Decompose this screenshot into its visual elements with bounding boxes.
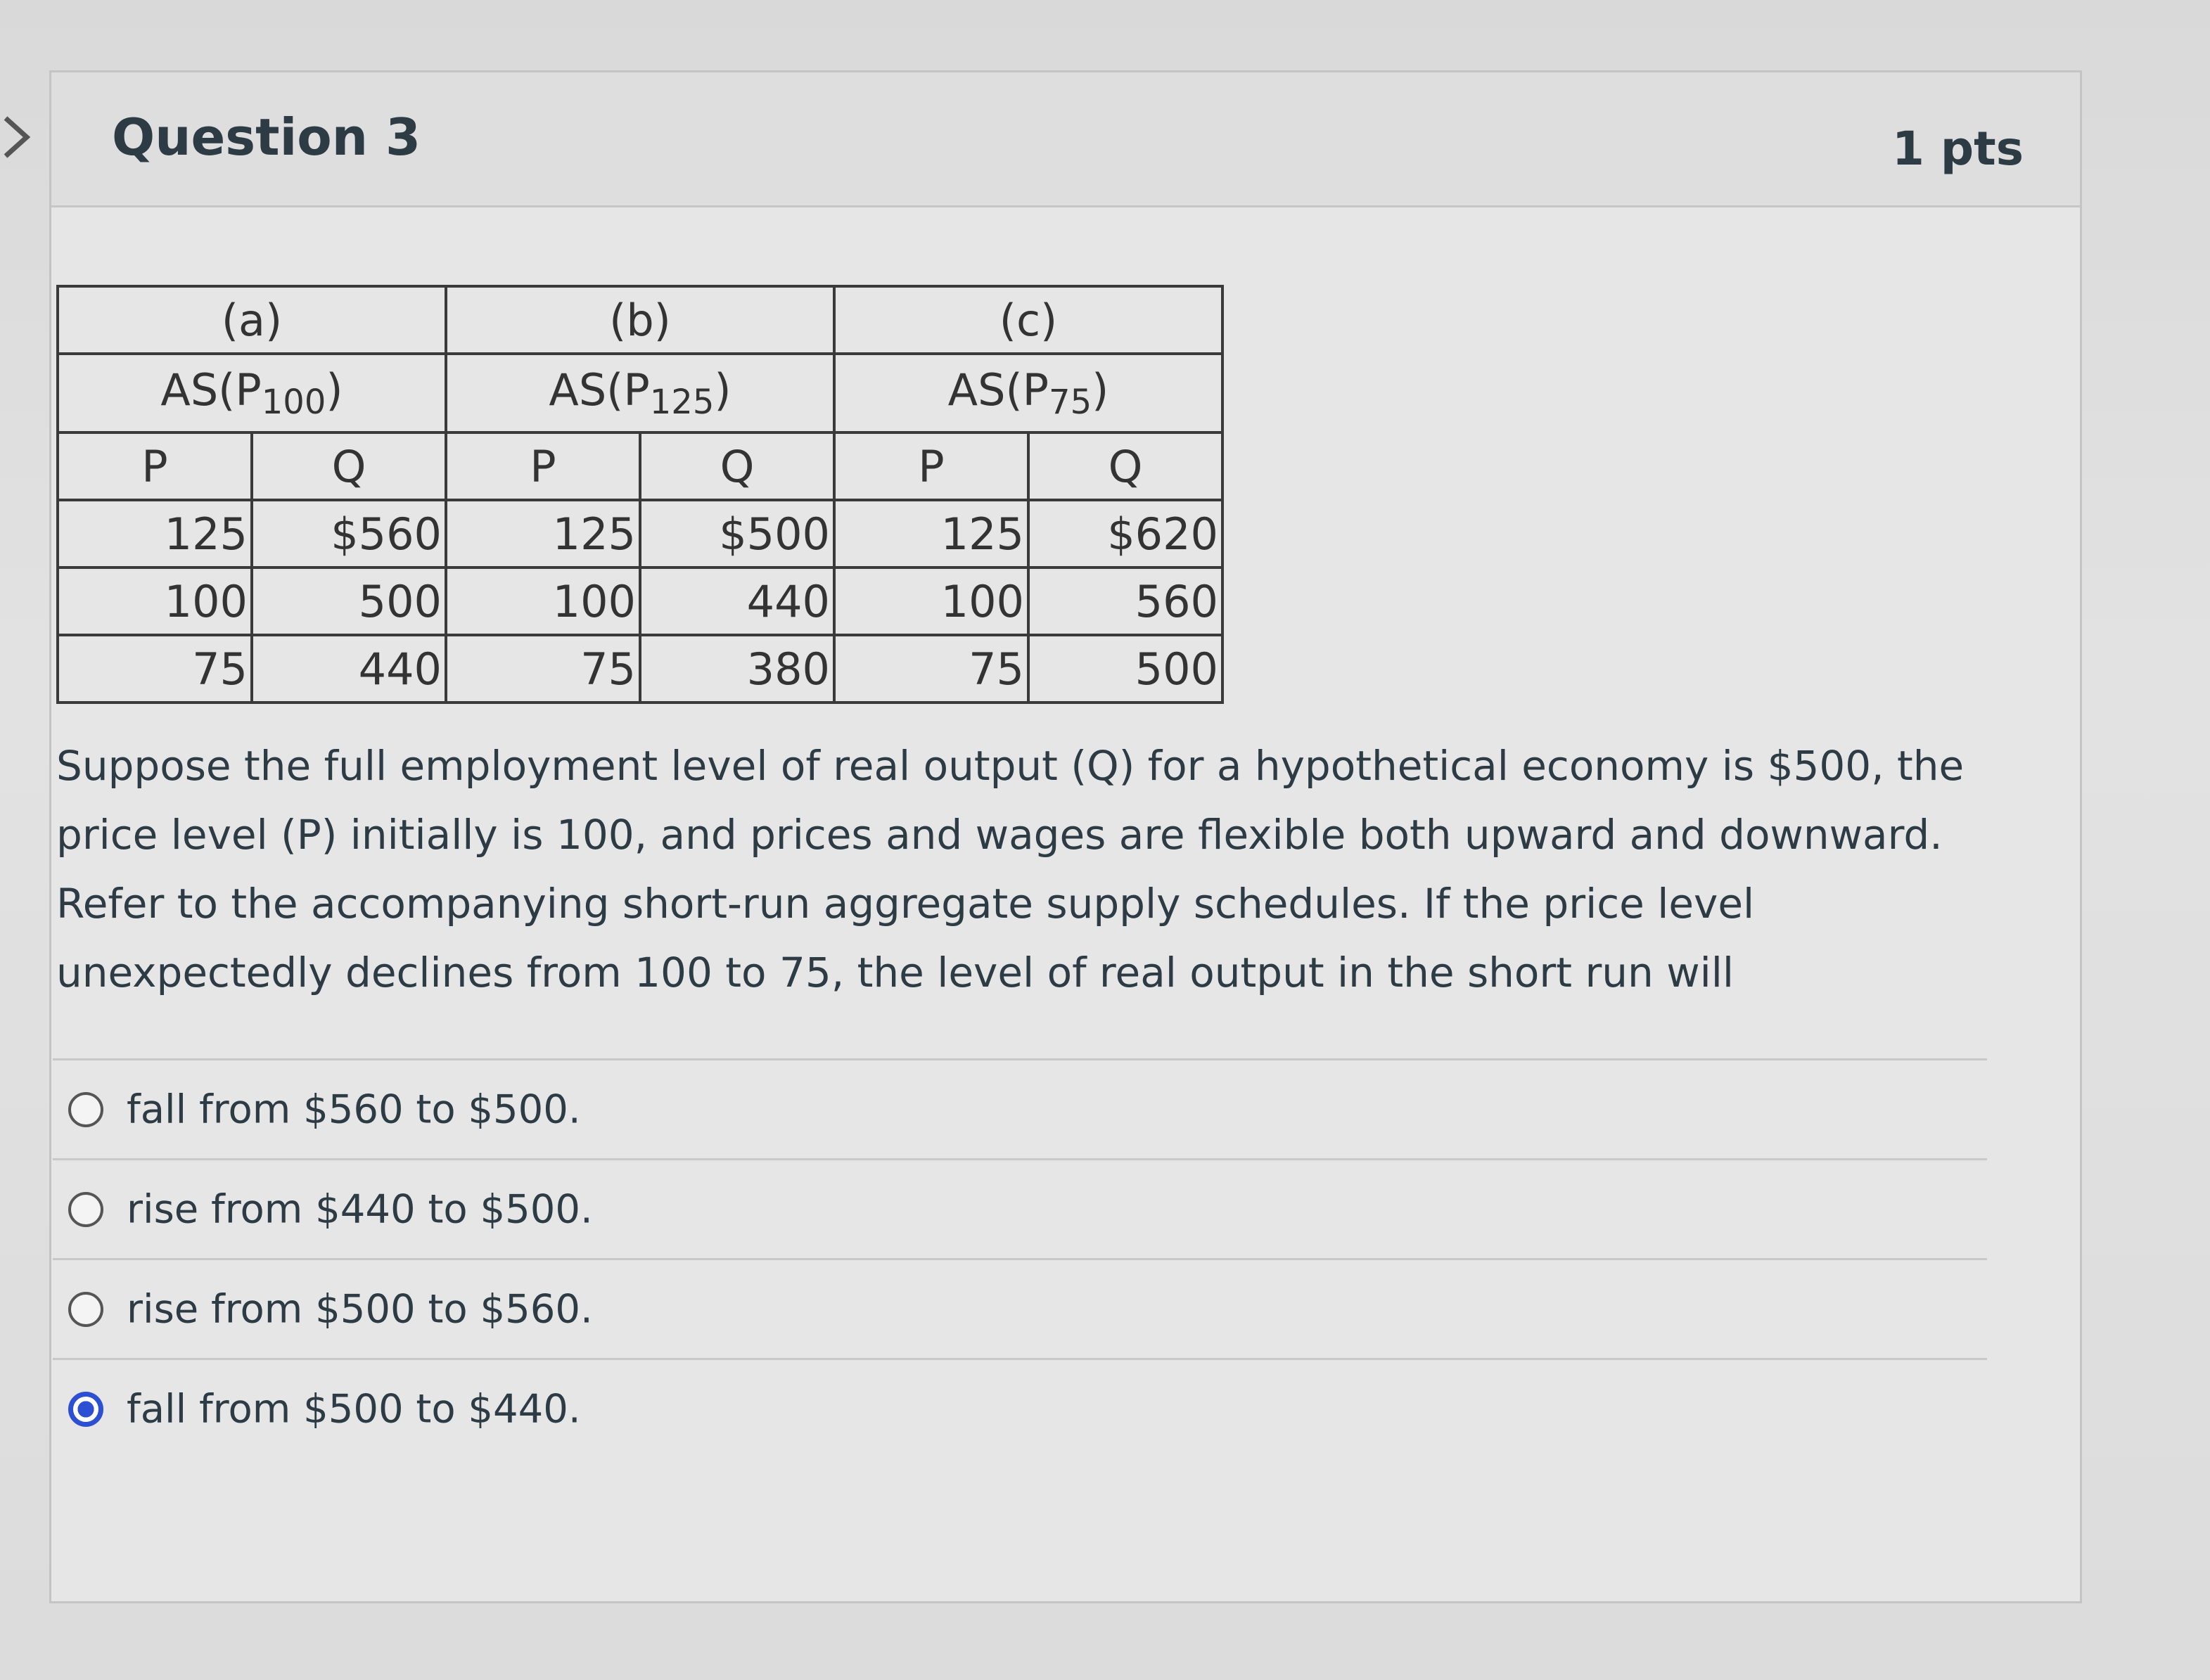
col-header-p: P	[58, 432, 252, 500]
answer-label[interactable]: fall from $500 to $440.	[127, 1386, 581, 1432]
table-cell: 100	[834, 568, 1028, 635]
collapse-arrow-icon[interactable]	[0, 113, 35, 162]
answer-option[interactable]	[53, 1058, 1987, 1158]
table-row	[58, 500, 1222, 568]
question-title: Question 3	[112, 108, 421, 167]
question-points: 1 pts	[1892, 122, 2024, 176]
col-header-q: Q	[1028, 432, 1222, 500]
table-cell: 125	[446, 500, 640, 568]
group-as-c: $AS(P_{75})$	[834, 354, 1222, 432]
radio-button[interactable]	[68, 1192, 103, 1227]
table-cell: 560	[1028, 568, 1222, 635]
table-cell: 100	[58, 568, 252, 635]
table-cell: 500	[1028, 635, 1222, 703]
group-label-a: (a)	[58, 286, 446, 354]
col-header-p: P	[446, 432, 640, 500]
answer-list	[53, 1058, 1987, 1458]
radio-button[interactable]	[68, 1092, 103, 1127]
table-cell: 380	[640, 635, 834, 703]
table-row	[58, 635, 1222, 703]
answer-option[interactable]	[53, 1158, 1987, 1258]
radio-button[interactable]	[68, 1292, 103, 1327]
table-cell: 440	[640, 568, 834, 635]
answer-label[interactable]: rise from $440 to $500.	[127, 1186, 593, 1232]
group-label-c: (c)	[834, 286, 1222, 354]
table-cell: 125	[58, 500, 252, 568]
table-cell: 100	[446, 568, 640, 635]
table-cell: $620	[1028, 500, 1222, 568]
table-cell: 75	[446, 635, 640, 703]
table-cell: 125	[834, 500, 1028, 568]
question-header	[51, 72, 2080, 207]
group-label-b: (b)	[446, 286, 834, 354]
table-row	[58, 568, 1222, 635]
group-as-a: $AS(P_{100})$	[58, 354, 446, 432]
col-header-q: Q	[252, 432, 446, 500]
answer-option[interactable]	[53, 1358, 1987, 1458]
table-cell: 440	[252, 635, 446, 703]
radio-button[interactable]	[68, 1392, 103, 1427]
col-header-q: Q	[640, 432, 834, 500]
question-text: Suppose the full employment level of real output (Q) for a hypothetical economy is $500, the price level (P) initially is 100, and prices and wages are flexible both upward and downward. Refer to the accompanying short-run aggregate supply schedules. If the price level unexpectedly declines from 100 to 75, the level of real output in the short run will	[56, 742, 1965, 996]
table-cell: 500	[252, 568, 446, 635]
table-cell: $560	[252, 500, 446, 568]
table-cell: 75	[58, 635, 252, 703]
answer-label[interactable]: fall from $560 to $500.	[127, 1086, 581, 1132]
group-as-b: $AS(P_{125})$	[446, 354, 834, 432]
as-schedule-table	[56, 285, 1224, 704]
answer-option[interactable]	[53, 1258, 1987, 1358]
answer-label[interactable]: rise from $500 to $560.	[127, 1286, 593, 1332]
col-header-p: P	[834, 432, 1028, 500]
table-cell: $500	[640, 500, 834, 568]
table-cell: 75	[834, 635, 1028, 703]
